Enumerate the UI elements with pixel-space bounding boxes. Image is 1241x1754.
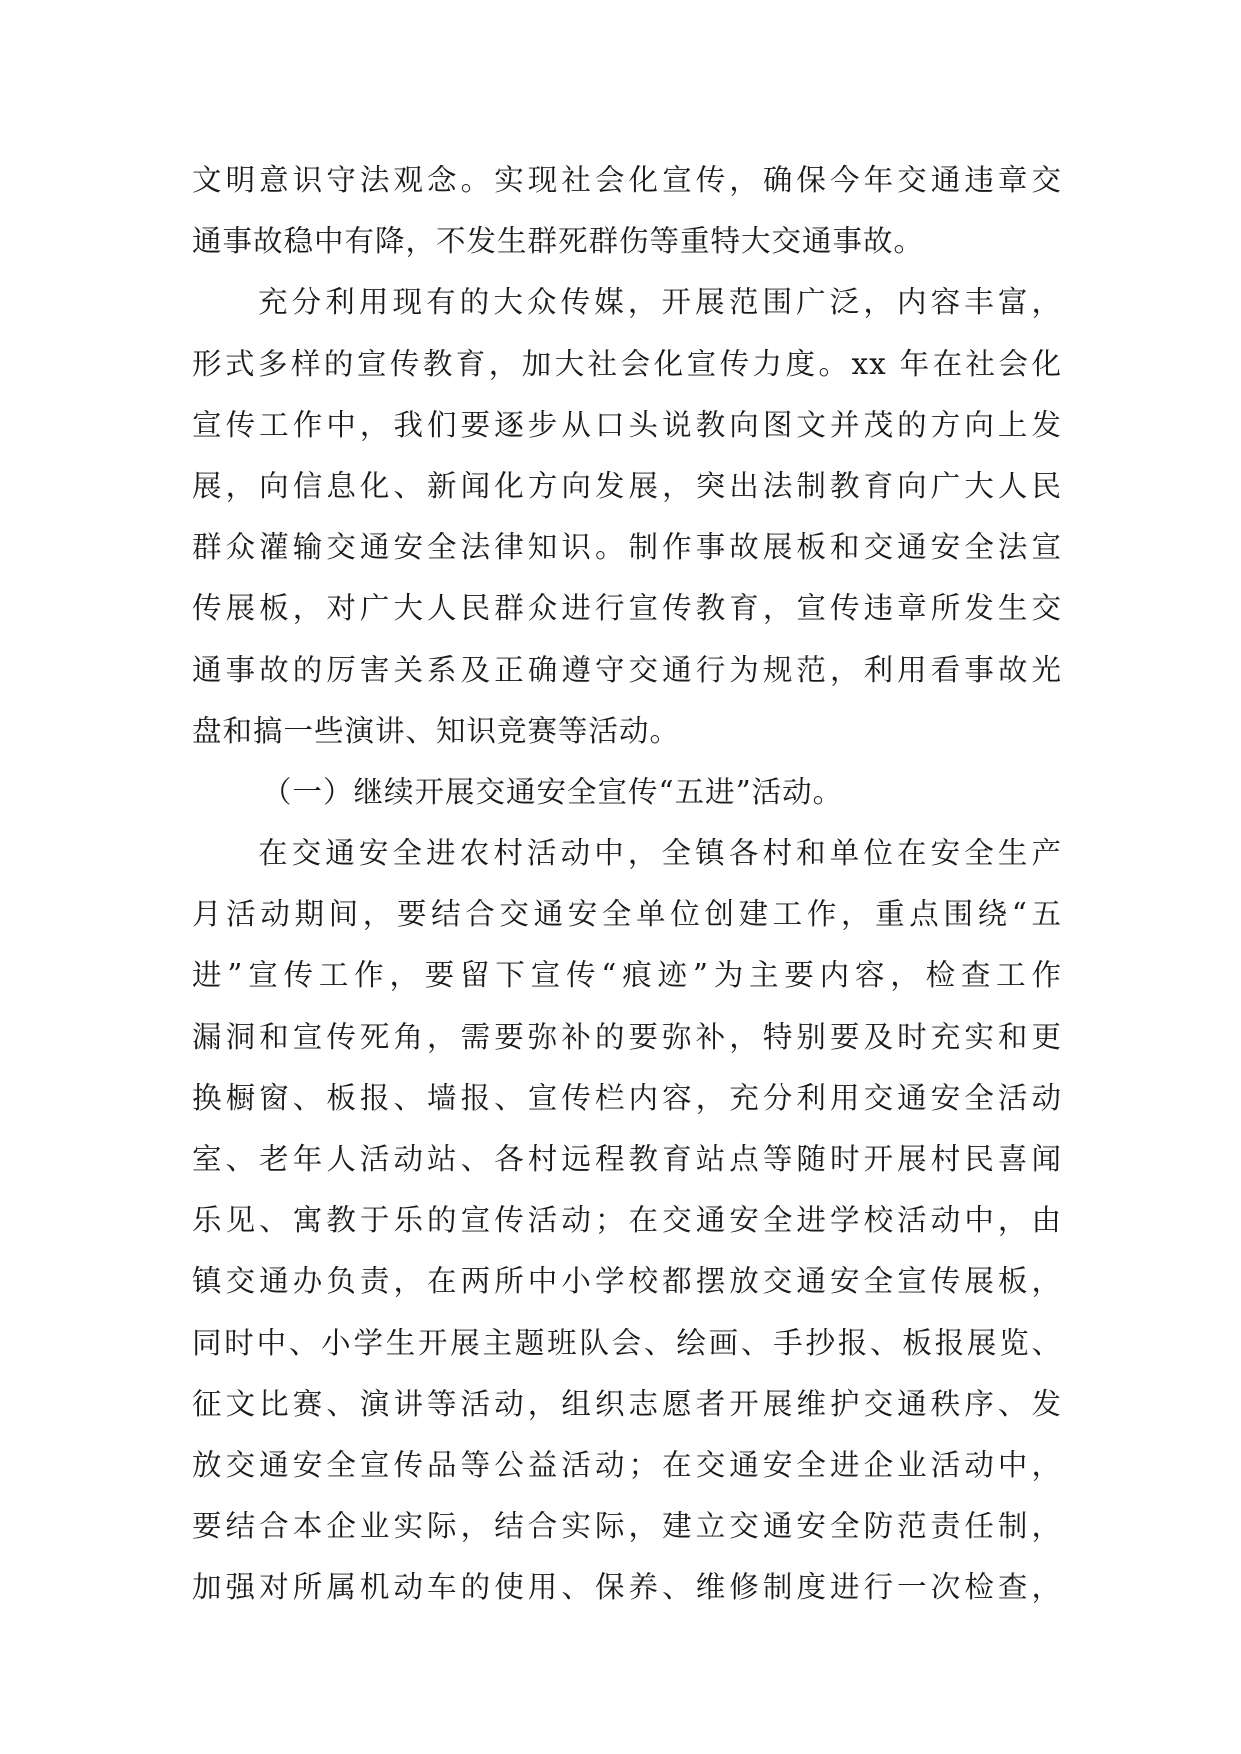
text-line: 传展板，对广大人民群众进行宣传教育，宣传违章所发生交 — [192, 591, 1062, 626]
text-line: 盘和搞一些演讲、知识竞赛等活动。 — [192, 713, 681, 748]
text-line: 宣传工作中，我们要逐步从口头说教向图文并茂的方向上发 — [192, 407, 1062, 442]
text-line: 加强对所属机动车的使用、保养、维修制度进行一次检查， — [192, 1570, 1062, 1605]
text-line: 通事故稳中有降，不发生群死群伤等重特大交通事故。 — [192, 224, 925, 259]
paragraph-4 — [192, 823, 1062, 1618]
text-line: 放交通安全宣传品等公益活动；在交通安全进企业活动中， — [192, 1447, 1062, 1482]
text-line: 进”宣传工作，要留下宣传“痕迹”为主要内容，检查工作 — [192, 958, 1062, 993]
paragraph-1 — [192, 150, 1062, 272]
paragraph-2 — [192, 272, 1062, 762]
text-line: 形式多样的宣传教育，加大社会化宣传力度。xx 年在社会化 — [192, 346, 1062, 381]
text-line: 群众灌输交通安全法律知识。制作事故展板和交通安全法宣 — [192, 530, 1062, 565]
text-line: 在交通安全进农村活动中，全镇各村和单位在安全生产 — [258, 836, 1062, 871]
text-line: 通事故的厉害关系及正确遵守交通行为规范，利用看事故光 — [192, 652, 1062, 687]
text-line: 同时中、小学生开展主题班队会、绘画、手抄报、板报展览、 — [192, 1325, 1062, 1360]
text-line: 充分利用现有的大众传媒，开展范围广泛，内容丰富， — [258, 285, 1062, 320]
text-line: 月活动期间，要结合交通安全单位创建工作，重点围绕“五 — [192, 897, 1062, 932]
text-line: 换橱窗、板报、墙报、宣传栏内容，充分利用交通安全活动 — [192, 1080, 1062, 1115]
text-line: 漏洞和宣传死角，需要弥补的要弥补，特别要及时充实和更 — [192, 1019, 1062, 1054]
document-body — [192, 150, 1062, 1619]
text-line: 室、老年人活动站、各村远程教育站点等随时开展村民喜闻 — [192, 1142, 1062, 1176]
text-line: 文明意识守法观念。实现社会化宣传，确保今年交通违章交 — [192, 163, 1062, 197]
text-line: 展，向信息化、新闻化方向发展，突出法制教育向广大人民 — [192, 468, 1062, 503]
text-line: 乐见、寓教于乐的宣传活动；在交通安全进学校活动中，由 — [192, 1203, 1062, 1238]
section-heading — [192, 762, 1062, 823]
text-line: 征文比赛、演讲等活动，组织志愿者开展维护交通秩序、发 — [192, 1386, 1062, 1421]
text-line: 要结合本企业实际，结合实际，建立交通安全防范责任制， — [192, 1509, 1062, 1544]
heading-line: （一）继续开展交通安全宣传“五进”活动。 — [262, 774, 844, 809]
text-line: 镇交通办负责，在两所中小学校都摆放交通安全宣传展板， — [192, 1264, 1062, 1299]
